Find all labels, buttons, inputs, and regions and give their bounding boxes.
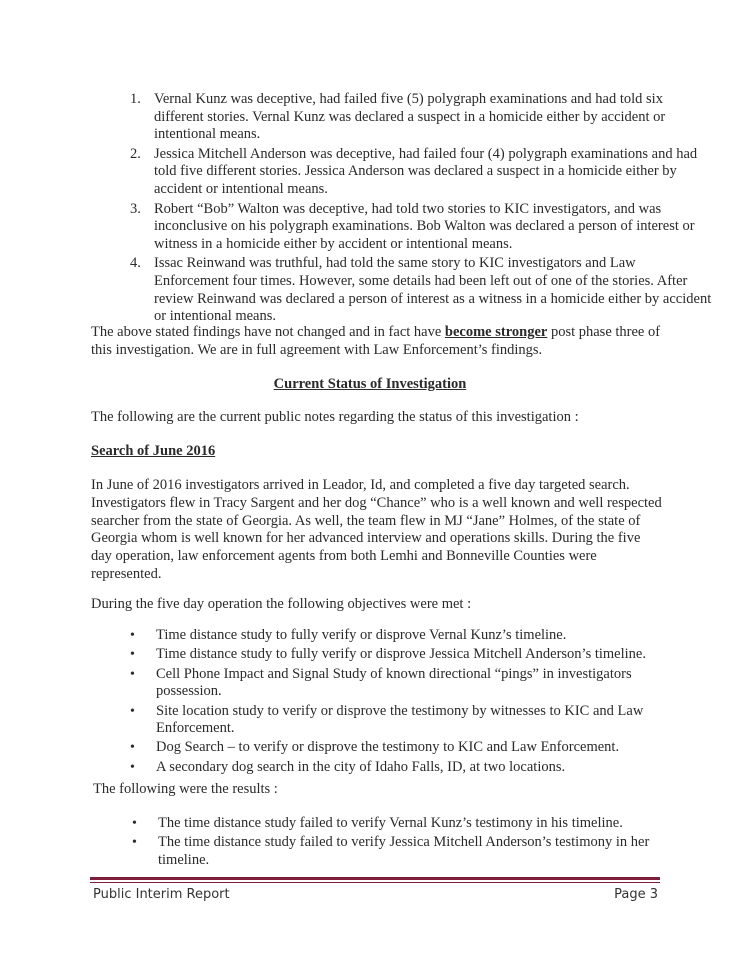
list-item: • Time distance study to fully verify or disprove Vernal Kunz’s timeline. [130, 627, 567, 643]
list-item: • The time distance study failed to verify Jessica Mitchell Anderson’s testimony in her timeline. [132, 834, 650, 868]
finding-number: 1. [130, 91, 141, 107]
bullet-icon: • [130, 759, 135, 775]
bullet-icon: • [130, 740, 135, 756]
search-paragraph: In June of 2016 investigators arrived in Leador, Id, and completed a five day targeted search. Investigators flew in Tracy Sargent and her dog “Chance” who is a well known and well respected searcher from the state of Georgia. As well, the team flew in MJ “Jane” Holmes, of the state of Georgia whom is well known for her advanced interview and operations skills. During the five day operation, law enforcement agents from both Lemhi and Bonneville Counties were represented. [91, 477, 662, 582]
finding-item [130, 255, 714, 325]
footer-report-title: Public Interim Report [93, 887, 230, 902]
bullet-icon: • [130, 703, 135, 719]
results-list [132, 815, 662, 871]
list-item: • Cell Phone Impact and Signal Study of known directional “pings” in investigators possession. [130, 665, 632, 700]
finding-number: 3. [130, 200, 141, 217]
results-intro: The following were the results : [93, 781, 278, 797]
finding-item [130, 91, 714, 144]
list-item: • Time distance study to fully verify or disprove Jessica Mitchell Anderson’s timeline. [130, 646, 646, 663]
bullet-icon: • [130, 628, 135, 643]
objectives-list [130, 627, 660, 778]
search-june-2016-heading: Search of June 2016 [91, 443, 216, 459]
finding-number: 2. [130, 145, 141, 162]
list-item: • Dog Search – to verify or disprove the testimony to KIC and Law Enforcement. [130, 739, 620, 756]
bullet-icon: • [132, 835, 137, 851]
footer-page-number: Page 3 [614, 887, 658, 902]
finding-item [130, 200, 714, 254]
list-item: • A secondary dog search in the city of Idaho Falls, ID, at two locations. [130, 758, 566, 775]
footer-divider-thin [90, 882, 660, 883]
findings-summary-paragraph: The above stated findings have not changed and in fact have become stronger post phase three of this investigation. We are in full agreement with Law Enforcement’s findings. [91, 324, 661, 358]
bullet-icon: • [130, 666, 135, 682]
footer-divider [90, 877, 660, 880]
current-status-heading: Current Status of Investigation [273, 376, 467, 392]
bullet-icon: • [132, 816, 137, 831]
finding-text: Issac Reinwand was truthful, had told the same story to KIC investigators and Law Enforcement four times. However, some details had been left out of one of the stories. After review Reinwand was declared a person of interest as a witness in a homicide either by accident or intentional means. [154, 255, 712, 325]
status-intro: The following are the current public notes regarding the status of this investigation : [91, 409, 579, 425]
list-item: • Site location study to verify or disprove the testimony by witnesses to KIC and Law Enforcement. [130, 702, 644, 737]
objectives-intro: During the five day operation the following objectives were met : [91, 596, 472, 612]
finding-number: 4. [130, 255, 141, 272]
finding-text: Jessica Mitchell Anderson was deceptive, had failed four (4) polygraph examinations and had told five different stories. Jessica Anderson was declared a suspect in a homicide either by accident or intentional means. [154, 145, 698, 197]
emphasis-become-stronger: become stronger [444, 324, 548, 340]
finding-text: Robert “Bob” Walton was deceptive, had told two stories to KIC investigators, and was inconclusive on his polygraph examinations. Bob Walton was declared a person of interest or witness in a homicide either by accident or intentional means. [154, 200, 695, 252]
finding-text: Vernal Kunz was deceptive, had failed five (5) polygraph examinations and had told six different stories. Vernal Kunz was declared a suspect in a homicide either by accident or intentional means. [154, 91, 666, 143]
bullet-icon: • [130, 647, 135, 663]
finding-item [130, 145, 714, 199]
findings-list [100, 91, 714, 328]
list-item: • The time distance study failed to verify Vernal Kunz’s testimony in his timeline. [132, 815, 623, 831]
